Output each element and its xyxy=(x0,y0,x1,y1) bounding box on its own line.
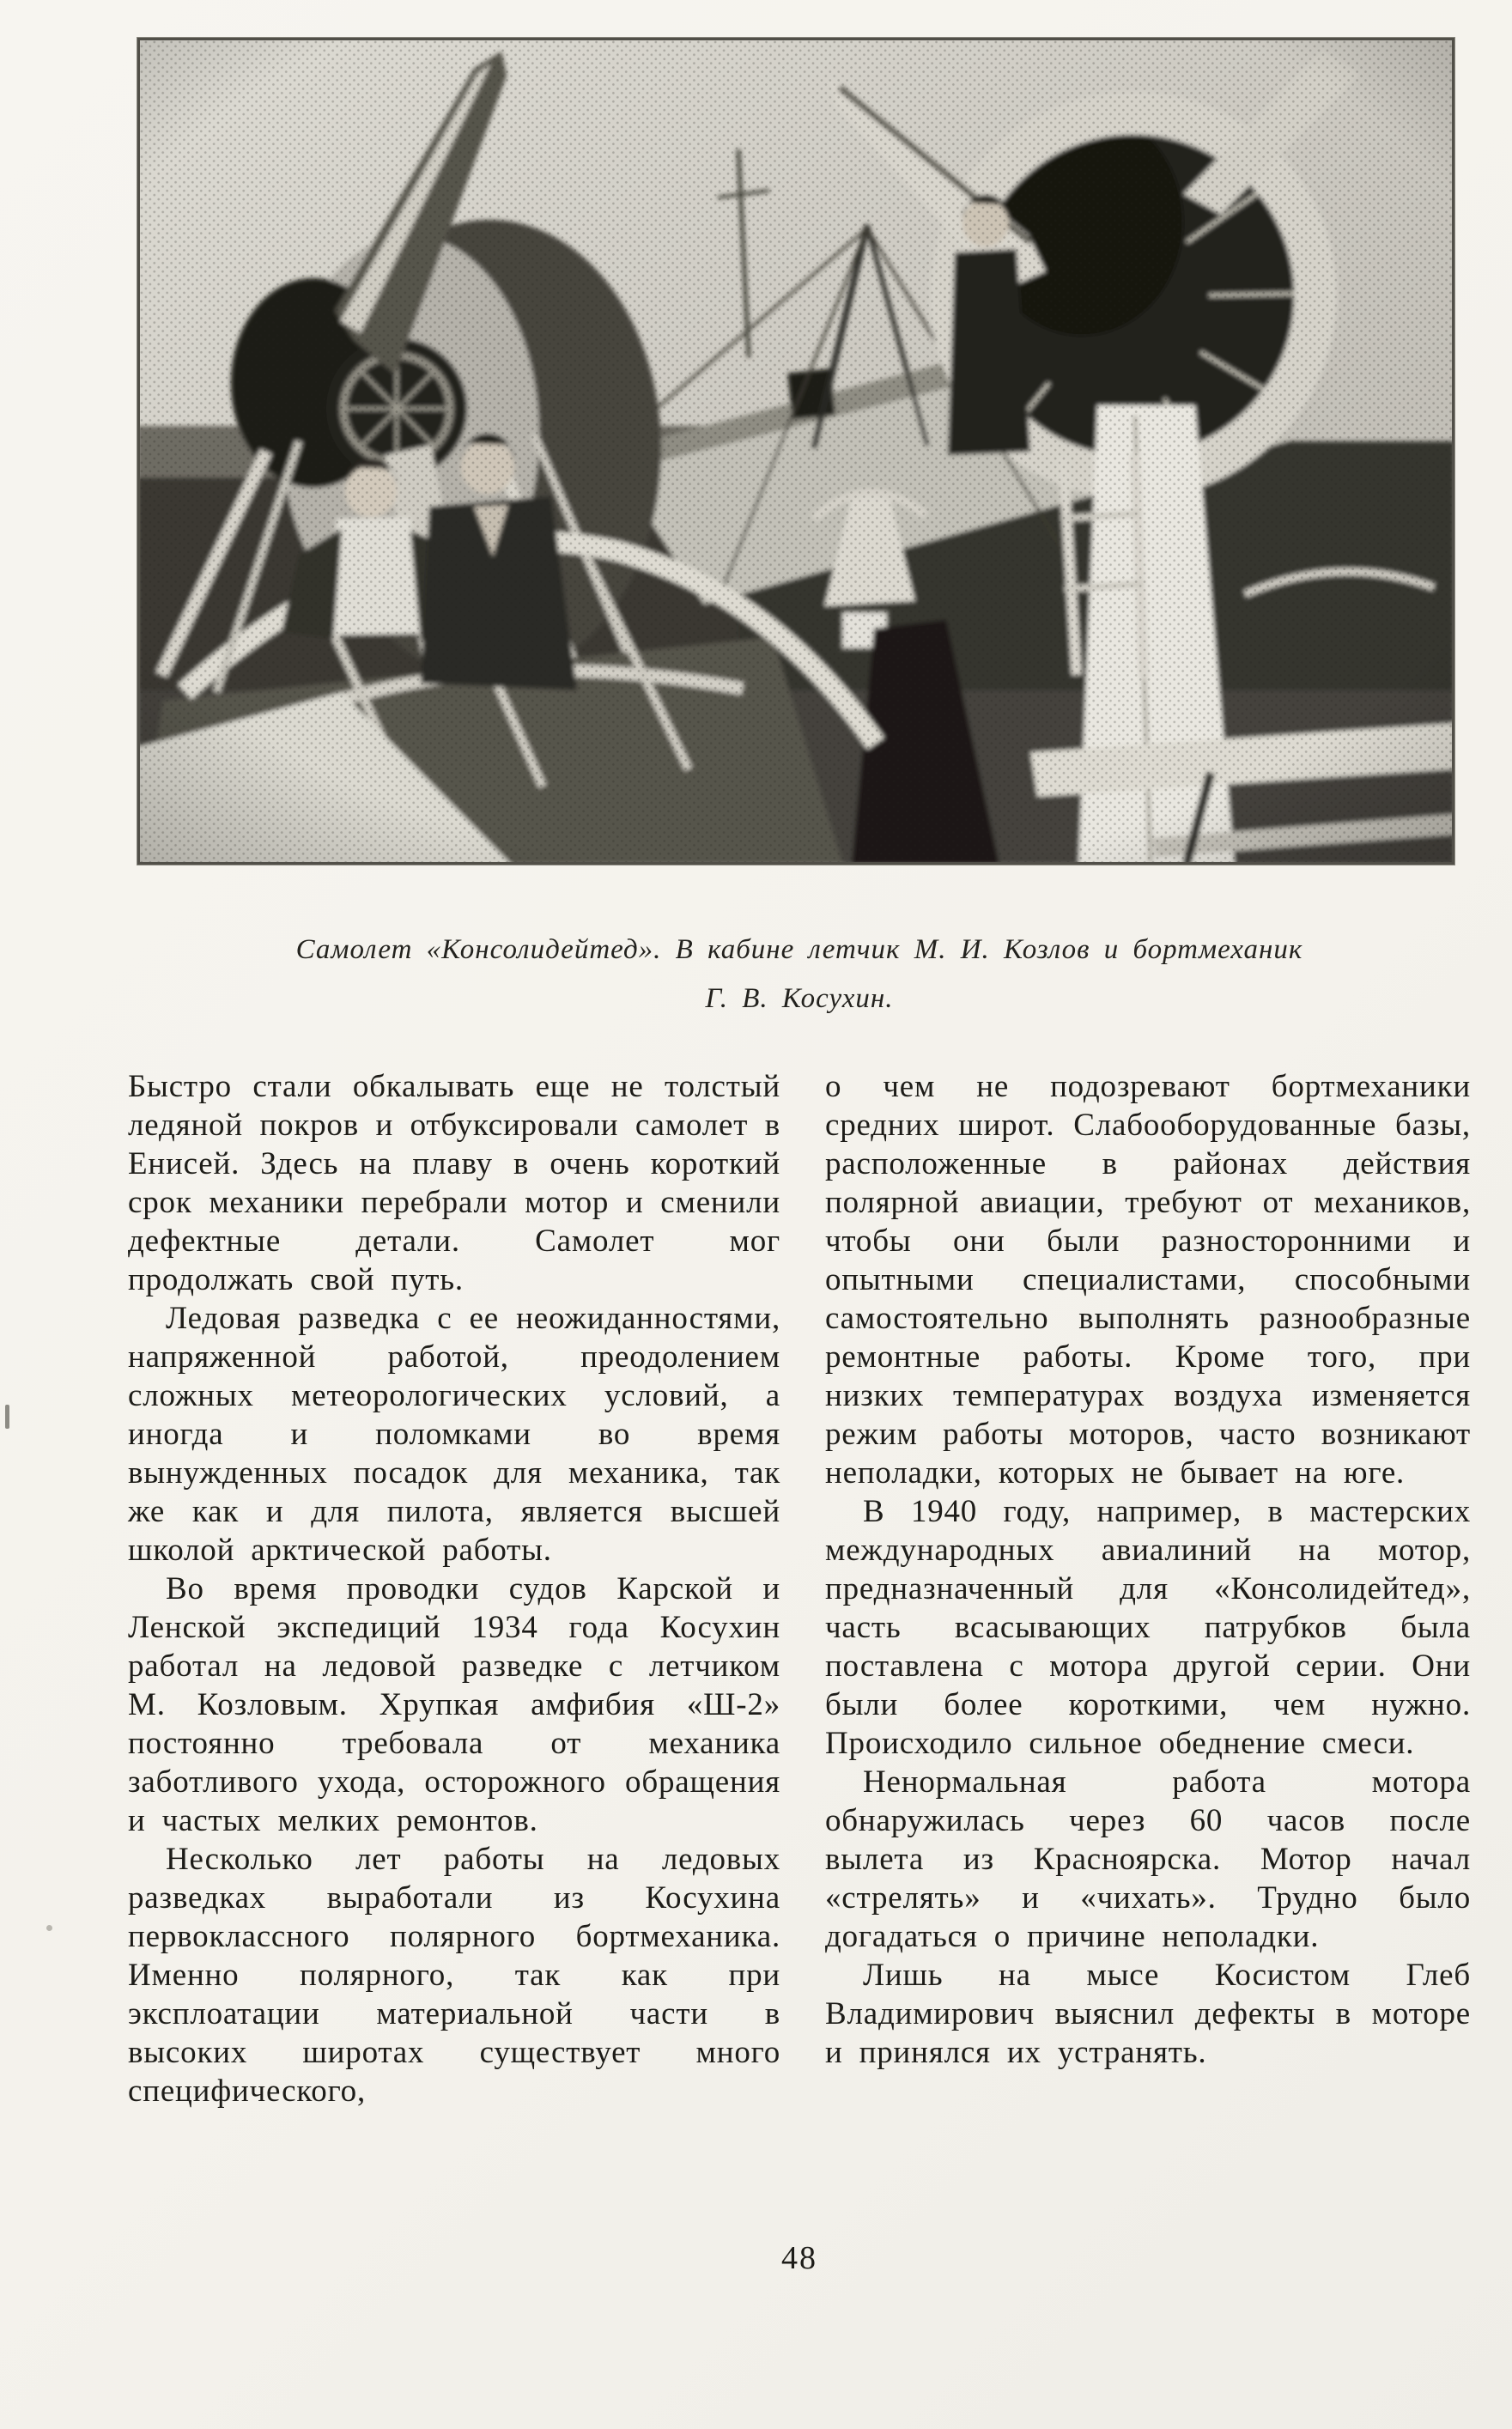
paragraph: Ледовая разведка с ее неожиданностями, напряженной работой, преодолением сложных метеорологических условий, а иногда и поломками во время вынужденных посадок для механика, так же как и для пилота, является высшей школой арктической работы. xyxy=(128,1301,780,1568)
page-number: 48 xyxy=(781,2240,817,2276)
photo-vignette xyxy=(137,38,1454,865)
paragraph: Несколько лет работы на ледовых разведках выработали из Косухина первоклассного полярного бортмеханика. Именно полярного, так как при эксплоатации материальной части в высоких широтах существует много специфического, xyxy=(128,1842,780,2109)
paragraph: Лишь на мысе Косистом Глеб Владимирович выяснил дефекты в моторе и принялся их устранять. xyxy=(825,1958,1471,2070)
paragraph: Ненормальная работа мотора обнаружилась через 60 часов после вылета из Красноярска. Мотор начал «стрелять» и «чихать». Трудно было догадаться о причине неполадки. xyxy=(825,1764,1471,1954)
paragraph: В 1940 году, например, в мастерских международных авиалиний на мотор, предназначенный для «Консолидейтед», часть всасывающих патрубков была поставлена с мотора другой серии. Они были более короткими, чем нужно. Происходило сильное обеднение смеси. xyxy=(825,1494,1471,1761)
scan-artifact-dot xyxy=(46,1925,52,1931)
paragraph: Быстро стали обкалывать еще не толстый ледяной покров и отбуксировали самолет в Енисей. Здесь на плаву в очень короткий срок механики перебрали мотор и сменили дефектные детали. Самолет мог продолжать свой путь. xyxy=(128,1069,780,1297)
text-column-left xyxy=(128,1067,780,2110)
caption-line-1: Самолет «Консолидейтед». В кабине летчик М. И. Козлов и бортмеханик xyxy=(295,934,1303,965)
photo-consolidated-flying-boat xyxy=(137,38,1454,865)
scan-artifact-dash xyxy=(5,1405,9,1429)
photo-figure xyxy=(137,38,1454,865)
photo-caption xyxy=(128,926,1471,1023)
paragraph: о чем не подозревают бортмеханики средних широт. Слабооборудованные базы, расположенные в районах действия полярной авиации, требуют от механиков, чтобы они были разносторонними и опытными специалистами, способными самостоятельно выполнять разнообразные ремонтные работы. Кроме того, при низких температурах воздуха изменяется режим работы моторов, часто возникают неполадки, которых не бывает на юге. xyxy=(825,1069,1471,1491)
caption-line-2: Г. В. Косухин. xyxy=(705,983,894,1014)
body-text xyxy=(128,1067,1471,2110)
paragraph: Во время проводки судов Карской и Ленской экспедиций 1934 года Косухин работал на ледовой разведке с летчиком М. Козловым. Хрупкая амфибия «Ш-2» постоянно требовала от механика заботливого ухода, осторожного обращения и частых мелких ремонтов. xyxy=(128,1571,780,1838)
text-column-right xyxy=(825,1067,1471,2110)
